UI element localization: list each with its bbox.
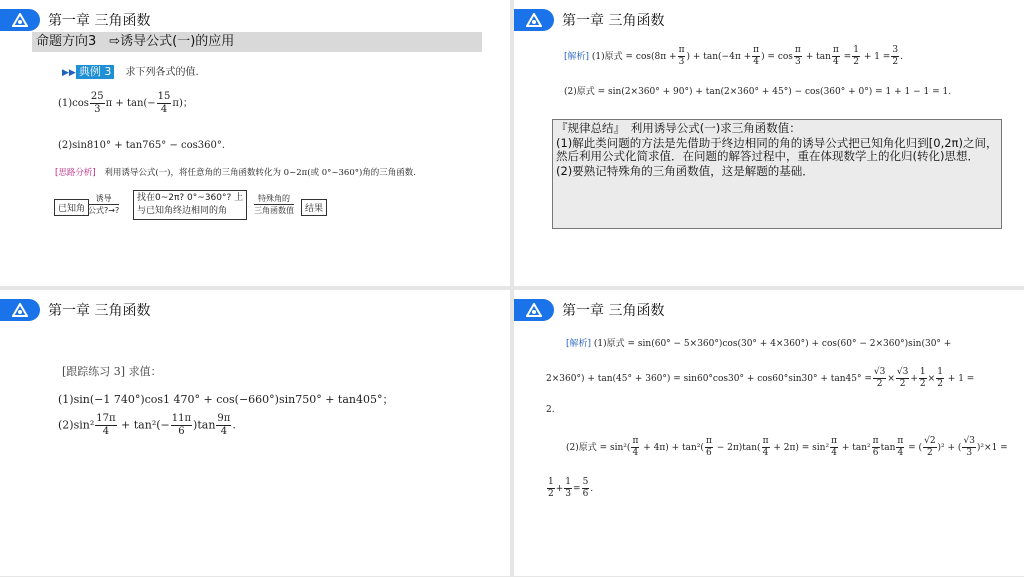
slide-3 <box>0 290 510 576</box>
chapter-title: 第一章 三角函数 <box>48 303 151 319</box>
summary-point-2: (2)要熟记特殊角的三角函数值，这是解题的基础． <box>556 164 814 178</box>
summary-title: 『规律总结』 利用诱导公式(一)求三角函数值： <box>556 121 801 135</box>
flow-result-box: 结果 <box>301 199 327 216</box>
example-prompt: 求下列各式的值. <box>125 67 199 78</box>
double-arrow-icon: ▶▶ <box>62 68 76 78</box>
solution-line-2: 2×360°) + tan(45° + 360°) = sin60°cos30° + cos60°sin30° + tan45° = $\frac{√3}{2}$ × $\frac{√3}{2}$ + $\frac{1}{2}$ × $\frac{1}{2}$ + 1 = <box>546 367 975 389</box>
slide-header <box>514 9 664 31</box>
logo-icon <box>0 9 40 31</box>
chapter-title: 第一章 三角函数 <box>562 13 665 29</box>
solution-line-1: [解析] (1)原式 = sin(60° − 5×360°)cos(30° + 4×360°) + cos(60° − 2×360°)sin(30° + <box>566 339 952 349</box>
solution-line-3: 2. <box>546 405 555 415</box>
exercise-1: (1)sin(−1 740°)cos1 470° + cos(−660°)sin750° + tan405°； <box>58 393 394 406</box>
analysis-label: [思路分析] <box>55 168 96 178</box>
solution-line-4: (2)原式 = sin²( $\frac{\pi}{4}$ + 4π) + tan²( $\frac{\pi}{6}$ − 2π)tan( $\frac{\pi}{4}$ + 2π) = sin² $\frac{\pi}{4}$ + tan² $\frac{\pi}{6}$ tan $\frac{\pi}{4}$ = ( $\frac{√2}{2}$ )² + ( $\frac{√3}{3}$ )²×1 = <box>566 436 1008 458</box>
topic-band: 命题方向3 ⇨诱导公式(一)的应用 <box>32 32 482 52</box>
flow-arrow-2: 特殊角的 三角函数值 <box>254 194 294 215</box>
exercise-2: (2)sin² $\frac{17\pi}{4}$ + tan²(− $\frac{11\pi}{6}$ )tan $\frac{9\pi}{4}$ . <box>58 413 236 437</box>
flow-known-box: 已知角 <box>54 199 89 216</box>
solution-1: [解析] (1)原式 = cos(8π + $\frac{\pi}{3}$ ) + tan(−4π + $\frac{\pi}{4}$ ) = cos $\frac{\pi}{3}$ + tan $\frac{\pi}{4}$ = $\frac{1}{2}$ + 1 = $\frac{3}{2}$ . <box>564 45 903 67</box>
slide-header <box>0 9 150 31</box>
chapter-title: 第一章 三角函数 <box>48 13 151 29</box>
exercise-title: [跟踪练习 3] 求值： <box>62 365 162 378</box>
slide-2 <box>514 0 1024 286</box>
logo-icon <box>514 9 554 31</box>
summary-box <box>552 119 1002 229</box>
question-1: (1)cos $\frac{25}{3}$ π + tan(− $\frac{15}{4}$ π)； <box>58 91 193 115</box>
analysis-line <box>55 166 416 178</box>
chapter-title: 第一章 三角函数 <box>562 303 665 319</box>
slide-4 <box>514 290 1024 576</box>
slide-header <box>0 299 150 321</box>
flow-arrow-1: 诱导 公式?→? <box>88 194 120 215</box>
example-tag: 典例 3 <box>76 65 115 79</box>
example-line <box>62 63 199 79</box>
summary-point-1: (1)解此类问题的方法是先借助于终边相同的角的诱导公式把已知角化归到[0,2π)之间，然后利用公式化简求值．在问题的解答过程中，重在体现数学上的化归(转化)思想． <box>556 136 998 163</box>
slide-header <box>514 299 664 321</box>
solution-2: (2)原式 = sin(2×360° + 90°) + tan(2×360° + 45°) − cos(360° + 0°) = 1 + 1 − 1 = 1. <box>564 87 952 97</box>
question-2: (2)sin810° + tan765° − cos360°. <box>58 140 226 151</box>
analysis-text: 利用诱导公式(一)，将任意角的三角函数转化为 0~2π(或 0°~360°)角的三角函数. <box>104 168 416 178</box>
logo-icon <box>514 299 554 321</box>
flow-middle-box: 找在0~2π? 0°~360°? 上 与已知角终边相同的角 <box>133 190 247 220</box>
logo-icon <box>0 299 40 321</box>
slide-1 <box>0 0 510 286</box>
solution-line-5: $\frac{1}{2}$ + $\frac{1}{3}$ = $\frac{5}{6}$ . <box>548 477 594 499</box>
